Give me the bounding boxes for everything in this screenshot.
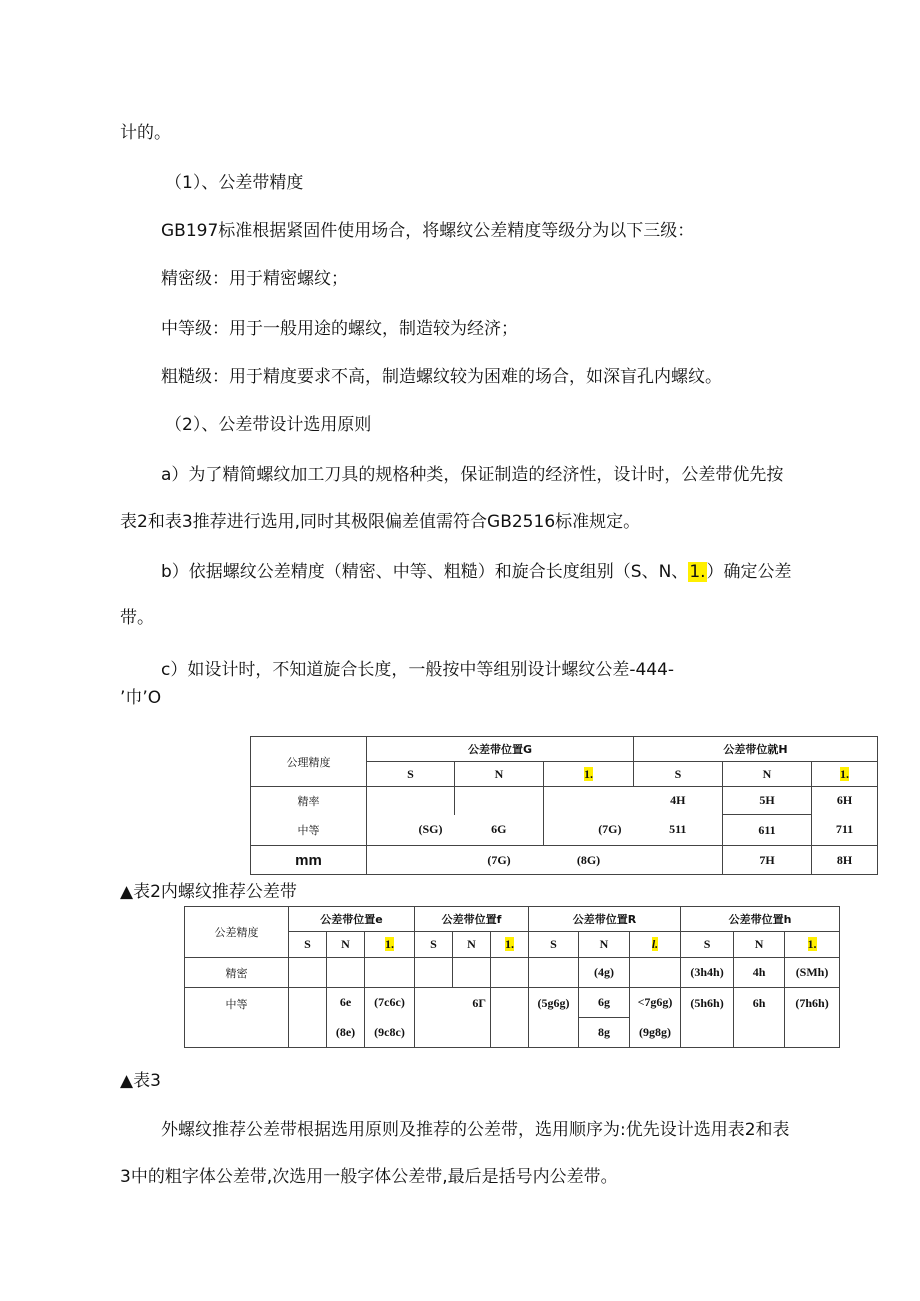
table3-sub bbox=[785, 932, 840, 958]
table2-cell: 4H bbox=[634, 787, 723, 815]
table3-sub: S bbox=[415, 932, 453, 958]
table2-group-h: 公差带位就H bbox=[634, 737, 878, 762]
paragraph-b bbox=[161, 561, 792, 583]
table3-cell bbox=[327, 958, 365, 988]
table2-cell: (SG) bbox=[367, 815, 455, 846]
table3-sub: N bbox=[579, 932, 630, 958]
table3-sub-highlight: 1. bbox=[807, 937, 817, 951]
paragraph-external-thread: 外螺纹推荐公差带根据选用原则及推荐的公差带，选用顺序为:优先设计选用表2和表 bbox=[161, 1120, 790, 1140]
table2-cell bbox=[367, 787, 455, 815]
section-heading-2: （2）、公差带设计选用原则 bbox=[165, 415, 372, 435]
table3-group-f: 公差带位置f bbox=[415, 907, 529, 932]
table2-cell bbox=[544, 787, 634, 815]
table2-cell: 8H bbox=[812, 846, 878, 875]
table3-cell: (9c8c) bbox=[365, 1018, 415, 1048]
paragraph-coarse-grade: 粗糙级：用于精度要求不高，制造螺纹较为困难的场合，如深盲孔内螺纹。 bbox=[161, 367, 722, 387]
table3-cell: (4g) bbox=[579, 958, 630, 988]
table2-caption: ▲表2内螺纹推荐公差带 bbox=[120, 882, 297, 902]
table3-cell: 4h bbox=[734, 958, 785, 988]
paragraph-medium-grade: 中等级：用于一般用途的螺纹，制造较为经济； bbox=[161, 319, 518, 339]
table2-sub: N bbox=[723, 762, 812, 787]
table3-cell: 6Γ bbox=[415, 988, 491, 1048]
table2-cell: 6G bbox=[455, 815, 544, 846]
table2-cell: 6H bbox=[812, 787, 878, 815]
table3-group-h: 公差带位置h bbox=[681, 907, 840, 932]
table2-cell: 611 bbox=[723, 815, 812, 846]
table3-cell: (8e) bbox=[327, 1018, 365, 1048]
table3-sub bbox=[630, 932, 681, 958]
table3-cell: <7g6g) bbox=[630, 988, 681, 1018]
table3-cell: (7c6c) bbox=[365, 988, 415, 1018]
table2-sub: S bbox=[634, 762, 723, 787]
table2-sub bbox=[812, 762, 878, 787]
table3-caption: ▲表3 bbox=[120, 1071, 161, 1091]
paragraph-gb197: GB197标准根据紧固件使用场合，将螺纹公差精度等级分为以下三级： bbox=[161, 221, 695, 241]
table3-sub bbox=[365, 932, 415, 958]
table3-cell: 6e bbox=[327, 988, 365, 1018]
table3-group-e: 公差带位置e bbox=[289, 907, 415, 932]
table2-cell: (7G) bbox=[455, 846, 544, 875]
table3-cell: 8g bbox=[579, 1018, 630, 1048]
table3-cell bbox=[365, 958, 415, 988]
table3-cell bbox=[453, 958, 491, 988]
table3-cell bbox=[630, 958, 681, 988]
table3-cell: (9g8g) bbox=[630, 1018, 681, 1048]
table2-cell: (7G) bbox=[544, 815, 634, 846]
table3-cell: 6g bbox=[579, 988, 630, 1018]
table3-sub: N bbox=[734, 932, 785, 958]
table2-sub-highlight: 1. bbox=[584, 766, 593, 781]
table2-group-g: 公差带位置G bbox=[367, 737, 634, 762]
table2-corner: 公理精度 bbox=[251, 737, 367, 787]
table2-sub: S bbox=[367, 762, 455, 787]
paragraph-a: a）为了精简螺纹加工刀具的规格种类，保证制造的经济性，设计时，公差带优先按 bbox=[161, 465, 784, 485]
table2-row-label: 中等 bbox=[251, 815, 367, 846]
section-heading-1: （1）、公差带精度 bbox=[165, 173, 304, 193]
table2-cell bbox=[634, 846, 723, 875]
table3-cell: (5g6g) bbox=[529, 988, 579, 1048]
table2-sub bbox=[544, 762, 634, 787]
table3-sub: S bbox=[681, 932, 734, 958]
table2-sub-highlight: 1. bbox=[840, 766, 850, 781]
table3-cell bbox=[415, 958, 453, 988]
table-external-thread bbox=[184, 906, 840, 1048]
table2-cell: 511 bbox=[634, 815, 723, 846]
table3-cell bbox=[289, 958, 327, 988]
table3-cell: 6h bbox=[734, 988, 785, 1048]
table3-sub-highlight: 1. bbox=[385, 937, 394, 951]
table3-cell: (5h6h) bbox=[681, 988, 734, 1048]
table3-cell: (7h6h) bbox=[785, 988, 840, 1048]
table2-cell bbox=[367, 846, 455, 875]
table2-cell: (8G) bbox=[544, 846, 634, 875]
table3-sub: N bbox=[453, 932, 491, 958]
highlight-mark: 1. bbox=[689, 562, 706, 582]
table3-group-g: 公差带位置R bbox=[529, 907, 681, 932]
table3-cell bbox=[491, 958, 529, 988]
table2-row-label: 精率 bbox=[251, 787, 367, 815]
table3-cell bbox=[491, 988, 529, 1048]
table3-cell: (3h4h) bbox=[681, 958, 734, 988]
table-internal-thread bbox=[250, 736, 878, 875]
paragraph-b-text: b）依据螺纹公差精度（精密、中等、粗糙）和旋合长度组别（S、N、 bbox=[161, 562, 689, 582]
table3-cell: (SMh) bbox=[785, 958, 840, 988]
table2-sub: N bbox=[455, 762, 544, 787]
paragraph-c-cont: ’巾’O bbox=[120, 688, 162, 708]
table3-sub-highlight: 1. bbox=[505, 937, 514, 951]
table2-cell: 7H bbox=[723, 846, 812, 875]
table3-row-label: 精密 bbox=[185, 958, 289, 988]
table3-cell bbox=[529, 958, 579, 988]
table3-sub-highlight: l. bbox=[651, 937, 659, 951]
table3-sub: S bbox=[529, 932, 579, 958]
table3-cell bbox=[289, 988, 327, 1048]
table2-cell: 5H bbox=[723, 787, 812, 815]
paragraph-continuation: 计的。 bbox=[120, 123, 171, 143]
paragraph-a-cont: 表2和表3推荐进行选用,同时其极限偏差值需符合GB2516标准规定。 bbox=[120, 512, 641, 532]
table2-row-label: mm bbox=[251, 846, 367, 875]
paragraph-precise-grade: 精密级：用于精密螺纹； bbox=[161, 269, 348, 289]
paragraph-external-thread-cont: 3中的粗字体公差带,次选用一般字体公差带,最后是括号内公差带。 bbox=[120, 1167, 618, 1187]
table3-sub bbox=[491, 932, 529, 958]
table2-cell: 711 bbox=[812, 815, 878, 846]
table3-corner: 公差精度 bbox=[185, 907, 289, 958]
paragraph-b-text-end: ）确定公差 bbox=[706, 562, 792, 582]
table3-sub: S bbox=[289, 932, 327, 958]
table3-row-label: 中等 bbox=[185, 988, 289, 1048]
table2-cell bbox=[455, 787, 544, 815]
table3-sub: N bbox=[327, 932, 365, 958]
paragraph-b-cont: 带。 bbox=[120, 608, 154, 628]
paragraph-c: c）如设计时，不知道旋合长度，一般按中等组别设计螺纹公差-444- bbox=[161, 660, 675, 680]
